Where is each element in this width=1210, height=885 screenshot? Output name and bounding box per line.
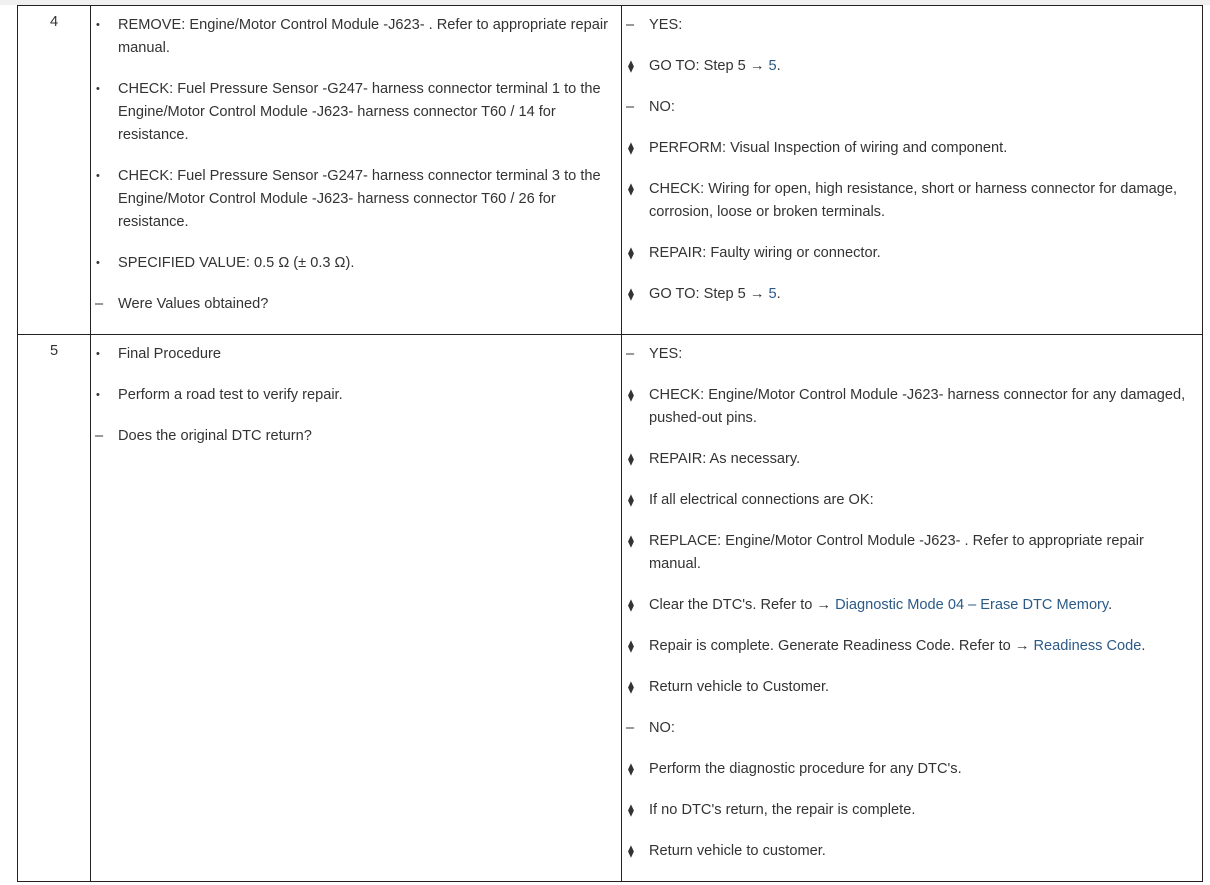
diamond-bullet-icon: ⧫ [628,680,634,694]
item-text: PERFORM: Visual Inspection of wiring and component. [649,140,1008,156]
list-item [622,283,1202,306]
test-procedure-cell [91,335,622,882]
bullet-icon: • [96,83,100,95]
item-text-suffix: . [1108,597,1113,613]
item-text: CHECK: Engine/Motor Control Module -J623- harness connector for any damaged, pushed-out pins. [649,387,1186,426]
reference-link[interactable]: Diagnostic Mode 04 – Erase DTC Memory [835,597,1109,613]
table-row-step-4 [18,6,1203,335]
result-action-cell [622,335,1203,882]
item-text: CHECK: Wiring for open, high resistance, short or harness connector for damage, corrosion, loose or broken terminals. [649,181,1178,220]
diamond-bullet-icon: ⧫ [628,388,634,402]
list-item [91,425,621,448]
list-item [622,96,1202,119]
diamond-bullet-icon: ⧫ [628,844,634,858]
list-item [622,530,1202,576]
item-text: If no DTC's return, the repair is complete. [649,802,916,818]
list-item [91,343,621,366]
dash-icon: – [626,346,635,362]
table-row-step-5 [18,335,1203,882]
bullet-icon: • [96,389,100,401]
dash-icon: – [95,296,104,312]
step-number: 5 [18,335,91,882]
list-item [622,840,1202,863]
list-item [622,758,1202,781]
diamond-bullet-icon: ⧫ [628,598,634,612]
list-item [622,137,1202,160]
diamond-bullet-icon: ⧫ [628,452,634,466]
item-text-suffix: . [776,58,781,74]
procedure-list [91,6,621,316]
diamond-bullet-icon: ⧫ [628,141,634,155]
item-text: REPAIR: As necessary. [649,451,801,467]
item-text: CHECK: Fuel Pressure Sensor -G247- harness connector terminal 3 to the Engine/Motor Control Module -J623- harness connector T60 / 26 for resistance. [118,168,601,230]
diagnostic-steps-table [17,5,1203,882]
list-item [622,799,1202,822]
item-text: SPECIFIED VALUE: 0.5 Ω (± 0.3 Ω). [118,255,355,271]
item-text: NO: [649,720,675,736]
procedure-list [91,335,621,448]
result-action-cell [622,6,1203,335]
item-text: YES: [649,346,683,362]
item-text: Return vehicle to customer. [649,843,826,859]
diamond-bullet-icon: ⧫ [628,803,634,817]
list-item [622,178,1202,224]
list-item [622,635,1202,658]
list-item [91,14,621,60]
list-item [622,384,1202,430]
diamond-bullet-icon: ⧫ [628,182,634,196]
item-text: Were Values obtained? [118,296,269,312]
list-item [622,594,1202,617]
reference-link[interactable]: Readiness Code [1033,638,1142,654]
result-list [622,6,1202,306]
list-item [91,252,621,275]
item-text: Repair is complete. Generate Readiness Code. Refer to → [649,638,1034,654]
item-text: REPLACE: Engine/Motor Control Module -J623- . Refer to appropriate repair manual. [649,533,1144,572]
list-item [91,165,621,234]
item-text: Final Procedure [118,346,222,362]
item-text: Perform a road test to verify repair. [118,387,343,403]
list-item [91,293,621,316]
list-item [622,343,1202,366]
bullet-icon: • [96,348,100,360]
dash-icon: – [626,720,635,736]
list-item [91,78,621,147]
item-text: CHECK: Fuel Pressure Sensor -G247- harness connector terminal 1 to the Engine/Motor Control Module -J623- harness connector T60 / 14 for resistance. [118,81,601,143]
reference-link[interactable]: 5 [768,286,777,302]
step-number: 4 [18,6,91,335]
bullet-icon: • [96,257,100,269]
item-text: Does the original DTC return? [118,428,312,444]
list-item [622,242,1202,265]
item-text: YES: [649,17,683,33]
list-item [622,676,1202,699]
bullet-icon: • [96,170,100,182]
diamond-bullet-icon: ⧫ [628,639,634,653]
item-text: Perform the diagnostic procedure for any DTC's. [649,761,962,777]
list-item [622,55,1202,78]
diamond-bullet-icon: ⧫ [628,493,634,507]
item-text-suffix: . [1141,638,1146,654]
diamond-bullet-icon: ⧫ [628,246,634,260]
item-text: Clear the DTC's. Refer to → [649,597,836,613]
diamond-bullet-icon: ⧫ [628,287,634,301]
item-text: REPAIR: Faulty wiring or connector. [649,245,881,261]
item-text: Return vehicle to Customer. [649,679,830,695]
dash-icon: – [626,99,635,115]
test-procedure-cell [91,6,622,335]
item-text: GO TO: Step 5 → [649,286,769,302]
dash-icon: – [95,428,104,444]
dash-icon: – [626,17,635,33]
item-text: If all electrical connections are OK: [649,492,874,508]
diamond-bullet-icon: ⧫ [628,762,634,776]
list-item [91,384,621,407]
diamond-bullet-icon: ⧫ [628,534,634,548]
item-text-suffix: . [776,286,781,302]
list-item [622,14,1202,37]
item-text: NO: [649,99,675,115]
item-text: REMOVE: Engine/Motor Control Module -J623- . Refer to appropriate repair manual. [118,17,608,56]
bullet-icon: • [96,19,100,31]
reference-link[interactable]: 5 [768,58,777,74]
diamond-bullet-icon: ⧫ [628,59,634,73]
item-text: GO TO: Step 5 → [649,58,769,74]
list-item [622,448,1202,471]
result-list [622,335,1202,863]
list-item [622,717,1202,740]
list-item [622,489,1202,512]
